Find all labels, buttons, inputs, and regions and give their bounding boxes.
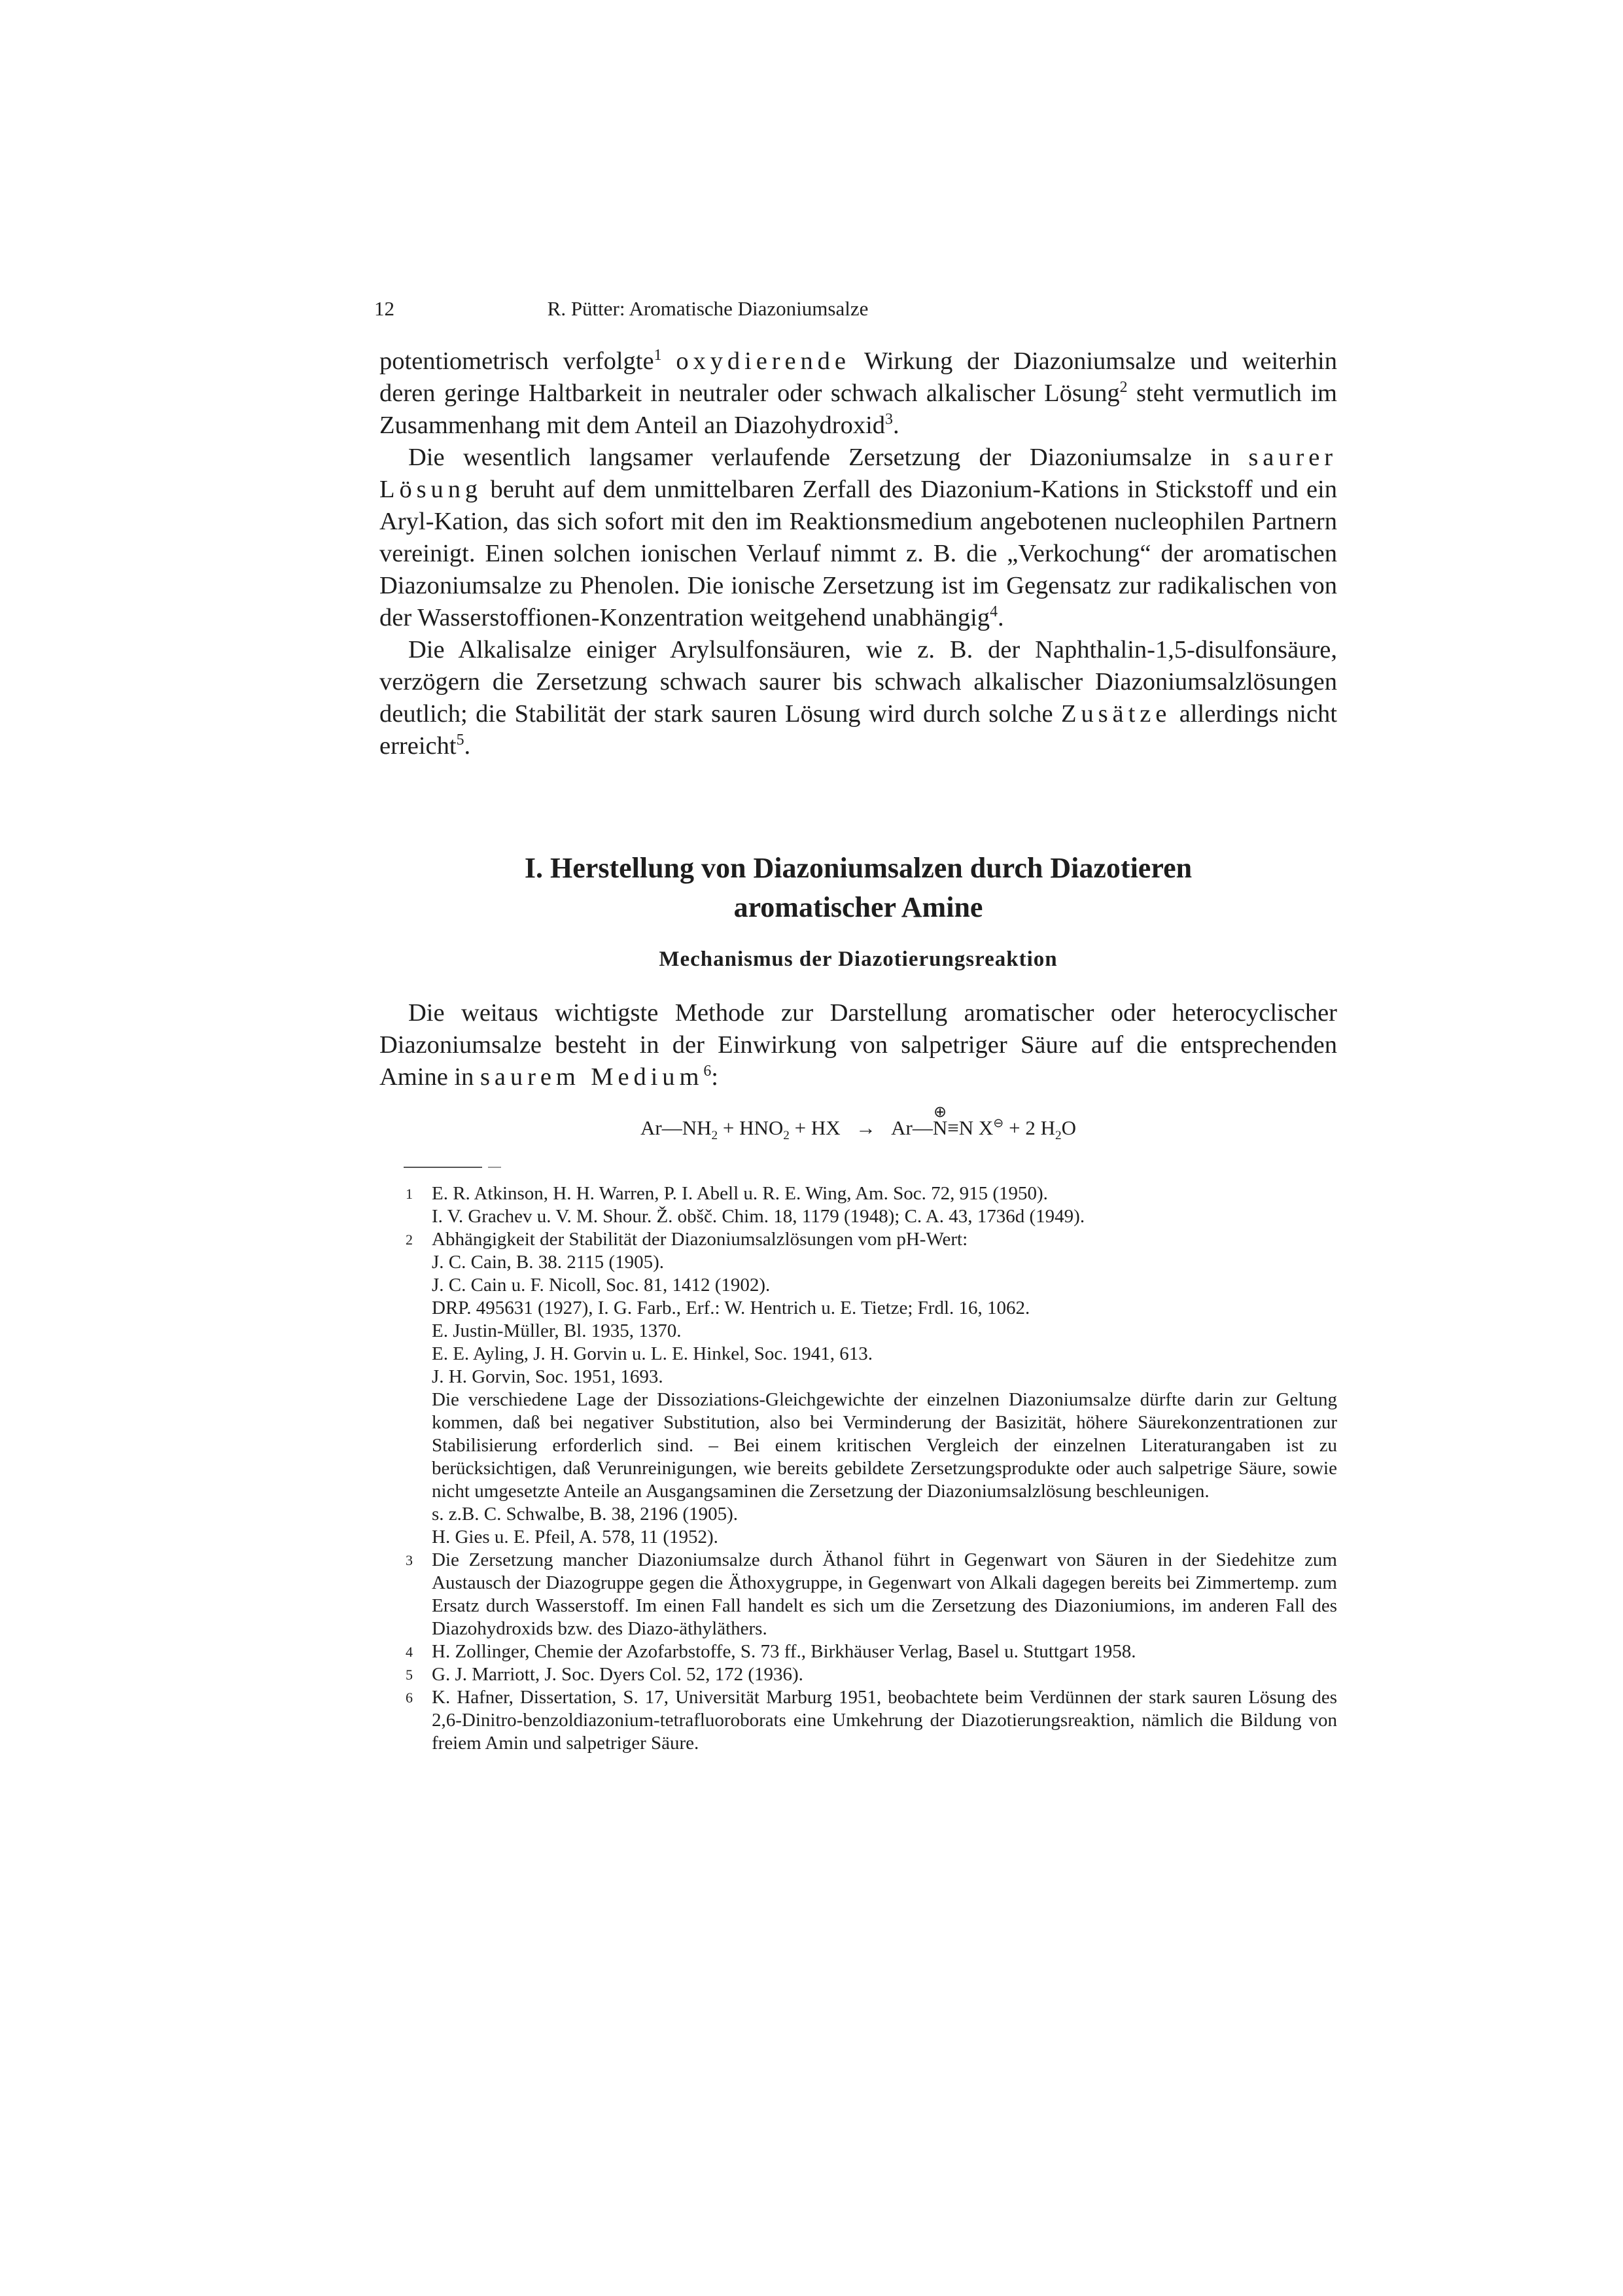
footnote-1: 1 E. R. Atkinson, H. H. Warren, P. I. Abell u. R. E. Wing, Am. Soc. 72, 915 (1950). I. V. Grachev u. V. M. Shour. Ž. obšč. Chim. 18, 1179 (1948); C. A. 43, 1736d (1949). [406,1183,1085,1227]
running-header [374,297,1041,336]
paragraph-4: Die weitaus wichtigste Methode zur Darstellung aromatischer oder heterocyclischer Diazoniumsalze besteht in der Einwirkung von salpetriger Säure auf die entsprechenden Amine in saurem Medium$^6$: [379,999,1337,1091]
footnote-2: 2 Abhängigkeit der Stabilität der Diazoniumsalzlösungen vom pH-Wert: J. C. Cain, B. 38. 2115 (1905). J. C. Cain u. F. Nicoll, Soc. 81, 1412 (1902). DRP. 495631 (1927), I. G. Farb., Erf.: W. Hentrich u. E. Tietze; Frdl. 16, 1062. E. Justin-Müller, Bl. 1935, 1370. E. E. Ayling, J. H. Gorvin u. L. E. Hinkel, Soc. 1941, 613. J. H. Gorvin, Soc. 1951, 1693. Die verschiedene Lage der Dissoziations-Gleichgewichte der einzelnen Diazoniumsalze dürfte darin zur Geltung kommen, daß bei negativer Substitution, also bei Verminderung der Basizität, höhere Säurekonzentrationen zur Stabilisierung erforderlich sind. – Bei einem kritischen Vergleich der einzelnen Literaturangaben ist zu berücksichtigen, daß Verunreinigungen, wie bereits gebildete Zersetzungsprodukte oder auch salpetrige Säure, sowie nicht umgesetzte Anteile an Ausgangsaminen die Zersetzung der Diazoniumsalzlösung beschleunigen. s. z.B. C. Schwalbe, B. 38, 2196 (1905). H. Gies u. E. Pfeil, A. 578, 11 (1952). [406,1229,1337,1547]
section-heading [379,849,1337,927]
footnote-6: 6 K. Hafner, Dissertation, S. 17, Universität Marburg 1951, beobachtete beim Verdünnen der stark sauren Lösung des 2,6-Dinitro-benzoldiazonium-tetrafluoroborats eine Umkehrung der Diazotierungsreaktion, nämlich die Bildung von freiem Amin und salpetriger Säure. [406,1687,1337,1754]
subsection-heading: Mechanismus der Diazotierungsreaktion [659,947,1058,971]
page-number: 12 [374,297,394,320]
footnote-divider-mark [488,1167,501,1168]
footnote-5: 5 G. J. Marriott, J. Soc. Dyers Col. 52, 172 (1936). [406,1664,803,1685]
footnote-4: 4 H. Zollinger, Chemie der Azofarbstoffe, S. 73 ff., Birkhäuser Verlag, Basel u. Stuttgart 1958. [406,1641,1136,1662]
footnote-divider [404,1167,482,1168]
reaction-arrow: → [855,1116,876,1139]
diazonium-nitrogen: ⊕ N [932,1104,948,1139]
paragraph-3: Die Alkalisalze einiger Arylsulfonsäuren, wie z. B. der Naphthalin-1,5-disulfonsäure, verzögern die Zersetzung schwach saurer bis schwach alkalischer Diazoniumsalzlösungen deutlich; die Stabilität der stark sauren Lösung wird durch solche Zusätze allerdings nicht erreicht$^5$. [379,636,1337,760]
section-heading-line-1: I. Herstellung von Diazoniumsalzen durch Diazotieren [524,852,1193,884]
intro-text [379,997,1337,1093]
reaction-equation: $Ar—NH_2 + HNO_2$ + HX → Ar— ⊕ N≡N X⊖ + 2 $H_2O$ [640,1104,1076,1143]
section-heading-line-2: aromatischer Amine [733,891,983,923]
paragraph-1: potentiometrisch verfolgte$^1$ oxydierende Wirkung der Diazoniumsalze und weiterhin deren geringe Haltbarkeit in neutraler oder schwach alkalischer Lösung$^2$ steht vermutlich im Zusammenhang mit dem Anteil an Diazohydroxid$^3$. [379,347,1337,439]
paragraph-2: Die wesentlich langsamer verlaufende Zersetzung der Diazoniumsalze in saurer Lösung beruht auf dem unmittelbaren Zerfall des Diazonium-Kations in Stickstoff und ein Aryl-Kation, das sich sofort mit den im Reaktionsmedium angebotenen nucleophilen Partnern vereinigt. Einen solchen ionischen Verlauf nimmt z. B. die „Verkochung“ der aromatischen Diazoniumsalze zu Phenolen. Die ionische Zersetzung ist im Gegensatz zur radikalischen von der Wasserstoffionen-Konzentration weitgehend unabhängig$^4$. [379,444,1337,631]
body-text [379,345,1337,762]
running-title: R. Pütter: Aromatische Diazoniumsalze [547,297,869,320]
footnote-3: 3 Die Zersetzung mancher Diazoniumsalze durch Äthanol führt in Gegenwart von Säuren in der Siedehitze zum Austausch der Diazogruppe gegen die Äthoxygruppe, in Gegenwart von Alkali dagegen bereits bei Zimmertemp. zum Ersatz durch Wasserstoff. Im einen Fall handelt es sich um die Zersetzung des Diazoniumions, im anderen Fall des Diazohydroxids bzw. des Diazo-äthyläthers. [406,1549,1337,1639]
footnotes [406,1182,1337,1755]
